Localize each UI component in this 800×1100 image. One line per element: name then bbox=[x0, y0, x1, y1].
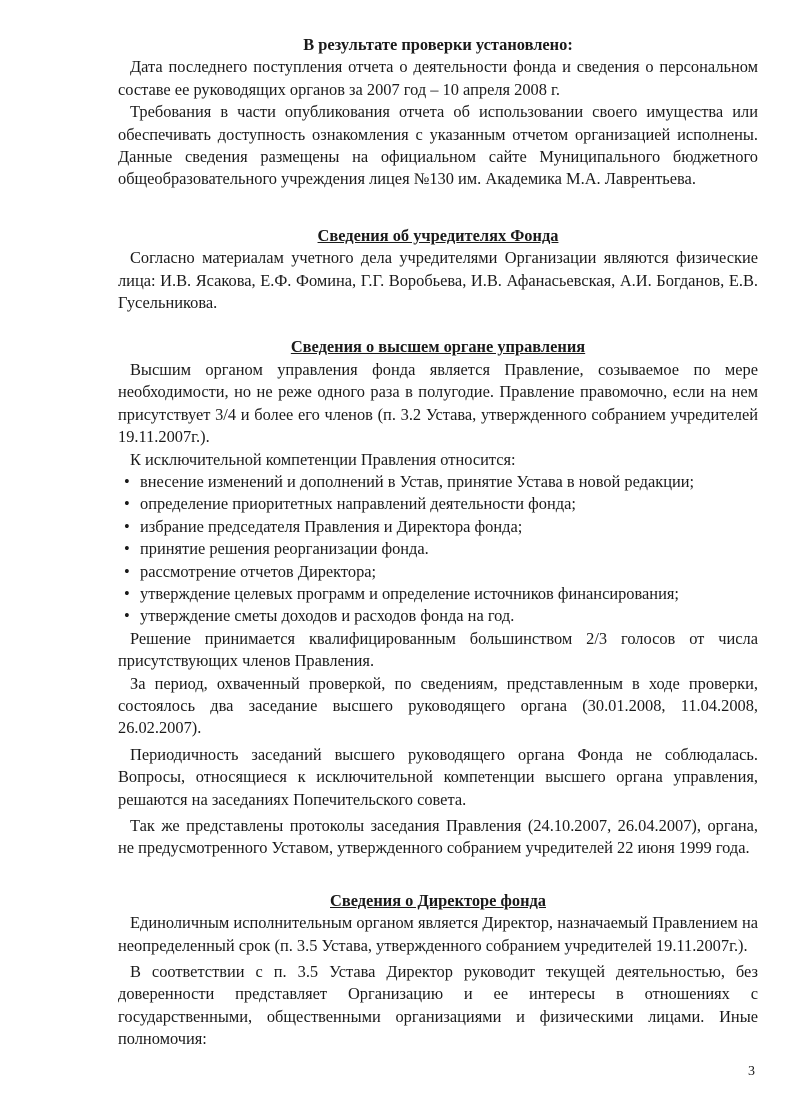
bullet-icon: • bbox=[124, 516, 130, 536]
paragraph-founders: Согласно материалам учетного дела учредителями Организации являются физические лица: И.В. Ясакова, Е.Ф. Фомина, Г.Г. Воробьева, И.В. Афанасьевская, А.И. Богданов, Е.В. Гусельникова. bbox=[118, 248, 758, 313]
list-item: • избрание председателя Правления и Директора фонда; bbox=[118, 516, 758, 538]
bullet-icon: • bbox=[124, 494, 130, 514]
bullet-icon: • bbox=[124, 539, 130, 559]
paragraph-governing-body: Высшим органом управления фонда является Правление, созываемое по мере необходимости, но не реже одного раза в полугодие. Правление правомочно, если на нем присутствует 3/4 и более его членов (п. 3.2 Устава, утвержденного собранием учредителей 19.11.2007г.). bbox=[118, 359, 758, 447]
paragraph-director-appointment: Единоличным исполнительным органом является Директор, назначаемый Правлением на неопределенный срок (п. 3.5 Устава, утвержденного собранием учредителей 19.11.2007г.). bbox=[118, 913, 758, 955]
heading-director: Сведения о Директоре фонда bbox=[330, 890, 546, 910]
paragraph-report-date: Дата последнего поступления отчета о деятельности фонда и сведения о персональном составе ее руководящих органов за 2007 год – 10 апреля 2008 г. bbox=[118, 57, 758, 99]
list-item: • определение приоритетных направлений деятельности фонда; bbox=[118, 493, 758, 515]
paragraph-decision-rule: Решение принимается квалифицированным большинством 2/3 голосов от числа присутствующих членов Правления. bbox=[118, 628, 758, 671]
paragraph-board-protocols: Так же представлены протоколы заседания Правления (24.10.2007, 26.04.2007), органа, не предусмотренного Уставом, утвержденного собранием учредителей 22 июня 1999 года. bbox=[118, 816, 758, 858]
list-item: • внесение изменений и дополнений в Устав, принятие Устава в новой редакции; bbox=[118, 471, 758, 493]
list-item: • утверждение целевых программ и определение источников финансирования; bbox=[118, 583, 758, 605]
paragraph-meetings-held: За период, охваченный проверкой, по сведениям, представленным в ходе проверки, состоялось два заседание высшего руководящего органа (30.01.2008, 11.04.2008, 26.02.2007). bbox=[118, 673, 758, 738]
list-item: • принятие решения реорганизации фонда. bbox=[118, 538, 758, 560]
list-item: • утверждение сметы доходов и расходов фонда на год. bbox=[118, 605, 758, 627]
paragraph-director-powers: В соответствии с п. 3.5 Устава Директор руководит текущей деятельностью, без доверенности представляет Организацию и ее интересы в отношениях с государственными, общественными организациями и физическими лицами. Иные полномочия: bbox=[118, 962, 758, 1049]
list-item: • рассмотрение отчетов Директора; bbox=[118, 561, 758, 583]
paragraph-report-publication: Требования в части опубликования отчета об использовании своего имущества или обеспечивать доступность ознакомления с указанным отчетом организацией исполнены. Данные сведения размещены на официальном сайте Муниципального бюджетного общеобразовательного учреждения лицея №130 им. Академика М.А. Лаврентьева. bbox=[118, 102, 758, 189]
paragraph-competence-intro: К исключительной компетенции Правления относится: bbox=[130, 449, 516, 469]
page-content bbox=[118, 34, 758, 1051]
bullet-icon: • bbox=[124, 561, 130, 581]
paragraph-meetings-frequency: Периодичность заседаний высшего руководящего органа Фонда не соблюдалась. Вопросы, относящиеся к исключительной компетенции высшего органа управления, решаются на заседаниях Попечительского совета. bbox=[118, 744, 758, 809]
competence-list bbox=[118, 471, 758, 628]
heading-inspection-results: В результате проверки установлено: bbox=[303, 35, 573, 54]
bullet-icon: • bbox=[124, 606, 130, 626]
heading-governing-body: Сведения о высшем органе управления bbox=[290, 337, 586, 357]
bullet-icon: • bbox=[124, 471, 130, 491]
heading-founders: Сведения об учредителях Фонда bbox=[317, 225, 559, 245]
page-number: 3 bbox=[748, 1064, 755, 1079]
bullet-icon: • bbox=[124, 583, 130, 603]
